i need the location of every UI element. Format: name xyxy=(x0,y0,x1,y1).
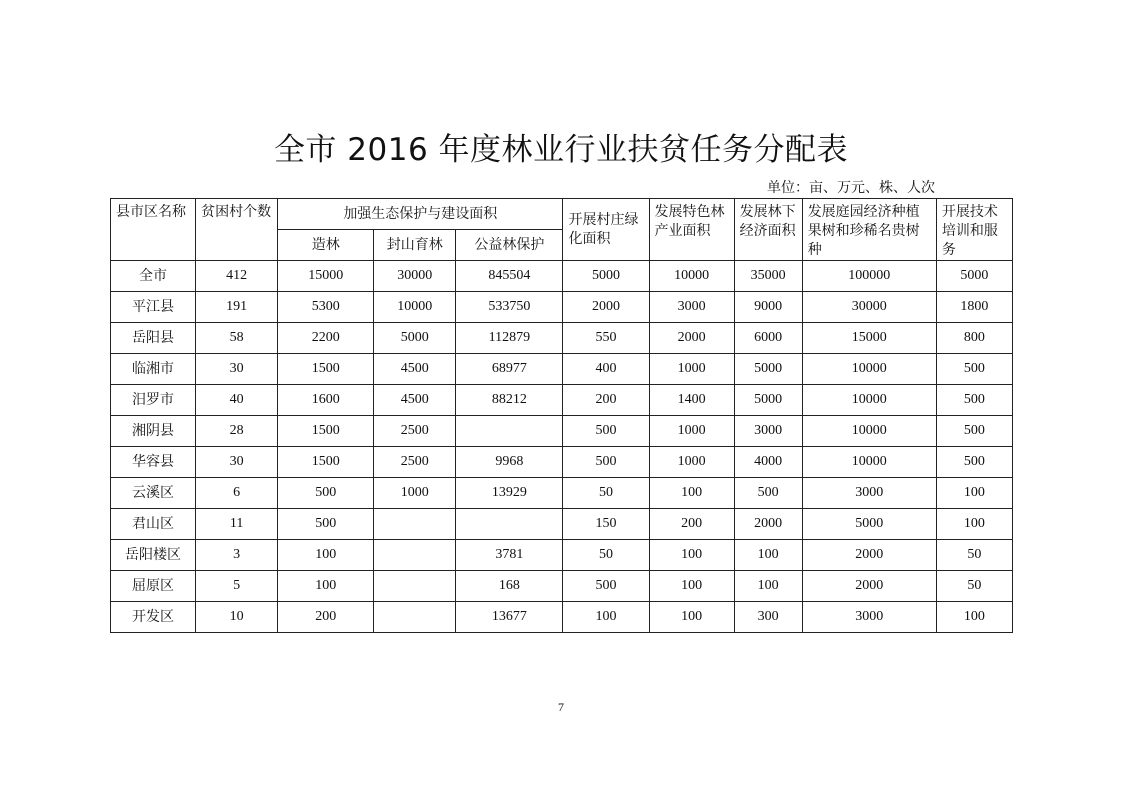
courtyard-cell: 30000 xyxy=(802,292,936,323)
public-forest-cell: 168 xyxy=(456,571,563,602)
village-green-cell: 550 xyxy=(563,323,649,354)
afforest-cell: 100 xyxy=(278,540,374,571)
understory-cell: 300 xyxy=(734,602,802,633)
county-cell: 开发区 xyxy=(111,602,196,633)
header-village-green: 开展村庄绿化面积 xyxy=(563,199,649,261)
table-row xyxy=(111,292,1013,323)
villages-cell: 5 xyxy=(196,571,278,602)
afforest-cell: 5300 xyxy=(278,292,374,323)
public-forest-cell: 112879 xyxy=(456,323,563,354)
training-cell: 50 xyxy=(936,540,1012,571)
courtyard-cell: 10000 xyxy=(802,354,936,385)
village-green-cell: 2000 xyxy=(563,292,649,323)
village-green-cell: 150 xyxy=(563,509,649,540)
header-understory: 发展林下经济面积 xyxy=(734,199,802,261)
afforest-cell: 500 xyxy=(278,509,374,540)
villages-cell: 30 xyxy=(196,447,278,478)
table-row xyxy=(111,602,1013,633)
page-number: 7 xyxy=(558,700,564,714)
county-cell: 岳阳县 xyxy=(111,323,196,354)
closed-forest-cell: 2500 xyxy=(374,416,456,447)
training-cell: 100 xyxy=(936,602,1012,633)
training-cell: 100 xyxy=(936,478,1012,509)
header-afforest: 造林 xyxy=(278,230,374,261)
understory-cell: 100 xyxy=(734,540,802,571)
afforest-cell: 1500 xyxy=(278,354,374,385)
understory-cell: 5000 xyxy=(734,354,802,385)
county-cell: 屈原区 xyxy=(111,571,196,602)
village-green-cell: 400 xyxy=(563,354,649,385)
understory-cell: 3000 xyxy=(734,416,802,447)
public-forest-cell: 9968 xyxy=(456,447,563,478)
courtyard-cell: 100000 xyxy=(802,261,936,292)
closed-forest-cell: 5000 xyxy=(374,323,456,354)
courtyard-cell: 5000 xyxy=(802,509,936,540)
special-forest-cell: 200 xyxy=(649,509,734,540)
villages-cell: 412 xyxy=(196,261,278,292)
village-green-cell: 200 xyxy=(563,385,649,416)
courtyard-cell: 15000 xyxy=(802,323,936,354)
afforest-cell: 500 xyxy=(278,478,374,509)
public-forest-cell: 13677 xyxy=(456,602,563,633)
villages-cell: 10 xyxy=(196,602,278,633)
courtyard-cell: 10000 xyxy=(802,416,936,447)
villages-cell: 6 xyxy=(196,478,278,509)
header-public-forest: 公益林保护 xyxy=(456,230,563,261)
afforest-cell: 1500 xyxy=(278,447,374,478)
villages-cell: 40 xyxy=(196,385,278,416)
table-row xyxy=(111,261,1013,292)
table-row xyxy=(111,571,1013,602)
village-green-cell: 500 xyxy=(563,447,649,478)
header-courtyard: 发展庭园经济种植果树和珍稀名贵树种 xyxy=(802,199,936,261)
public-forest-cell xyxy=(456,509,563,540)
county-cell: 平江县 xyxy=(111,292,196,323)
village-green-cell: 5000 xyxy=(563,261,649,292)
special-forest-cell: 1000 xyxy=(649,354,734,385)
understory-cell: 2000 xyxy=(734,509,802,540)
closed-forest-cell xyxy=(374,540,456,571)
special-forest-cell: 100 xyxy=(649,540,734,571)
training-cell: 500 xyxy=(936,447,1012,478)
villages-cell: 28 xyxy=(196,416,278,447)
special-forest-cell: 10000 xyxy=(649,261,734,292)
closed-forest-cell xyxy=(374,602,456,633)
training-cell: 800 xyxy=(936,323,1012,354)
training-cell: 1800 xyxy=(936,292,1012,323)
table-row xyxy=(111,416,1013,447)
training-cell: 100 xyxy=(936,509,1012,540)
training-cell: 500 xyxy=(936,385,1012,416)
county-cell: 汨罗市 xyxy=(111,385,196,416)
county-cell: 岳阳楼区 xyxy=(111,540,196,571)
table-row xyxy=(111,447,1013,478)
special-forest-cell: 100 xyxy=(649,602,734,633)
special-forest-cell: 1000 xyxy=(649,447,734,478)
villages-cell: 191 xyxy=(196,292,278,323)
closed-forest-cell xyxy=(374,509,456,540)
public-forest-cell: 3781 xyxy=(456,540,563,571)
closed-forest-cell: 10000 xyxy=(374,292,456,323)
afforest-cell: 15000 xyxy=(278,261,374,292)
header-training: 开展技术培训和服务 xyxy=(936,199,1012,261)
afforest-cell: 1500 xyxy=(278,416,374,447)
special-forest-cell: 1400 xyxy=(649,385,734,416)
courtyard-cell: 10000 xyxy=(802,385,936,416)
courtyard-cell: 3000 xyxy=(802,478,936,509)
county-cell: 君山区 xyxy=(111,509,196,540)
understory-cell: 100 xyxy=(734,571,802,602)
special-forest-cell: 2000 xyxy=(649,323,734,354)
county-cell: 湘阴县 xyxy=(111,416,196,447)
training-cell: 500 xyxy=(936,354,1012,385)
public-forest-cell xyxy=(456,416,563,447)
public-forest-cell: 88212 xyxy=(456,385,563,416)
table-header-row xyxy=(111,199,1013,230)
closed-forest-cell: 2500 xyxy=(374,447,456,478)
villages-cell: 11 xyxy=(196,509,278,540)
training-cell: 5000 xyxy=(936,261,1012,292)
closed-forest-cell: 4500 xyxy=(374,354,456,385)
public-forest-cell: 13929 xyxy=(456,478,563,509)
special-forest-cell: 3000 xyxy=(649,292,734,323)
special-forest-cell: 1000 xyxy=(649,416,734,447)
header-special-forest: 发展特色林产业面积 xyxy=(649,199,734,261)
table-row xyxy=(111,540,1013,571)
villages-cell: 58 xyxy=(196,323,278,354)
closed-forest-cell: 30000 xyxy=(374,261,456,292)
village-green-cell: 500 xyxy=(563,571,649,602)
understory-cell: 500 xyxy=(734,478,802,509)
afforest-cell: 2200 xyxy=(278,323,374,354)
table-row xyxy=(111,323,1013,354)
header-eco-group: 加强生态保护与建设面积 xyxy=(278,199,563,230)
table-row xyxy=(111,385,1013,416)
villages-cell: 3 xyxy=(196,540,278,571)
public-forest-cell: 845504 xyxy=(456,261,563,292)
closed-forest-cell: 1000 xyxy=(374,478,456,509)
table-row xyxy=(111,478,1013,509)
table-row xyxy=(111,509,1013,540)
training-cell: 500 xyxy=(936,416,1012,447)
header-closed-forest: 封山育林 xyxy=(374,230,456,261)
village-green-cell: 50 xyxy=(563,540,649,571)
closed-forest-cell: 4500 xyxy=(374,385,456,416)
allocation-table xyxy=(110,198,1013,633)
village-green-cell: 50 xyxy=(563,478,649,509)
county-cell: 云溪区 xyxy=(111,478,196,509)
courtyard-cell: 3000 xyxy=(802,602,936,633)
understory-cell: 5000 xyxy=(734,385,802,416)
training-cell: 50 xyxy=(936,571,1012,602)
courtyard-cell: 10000 xyxy=(802,447,936,478)
village-green-cell: 500 xyxy=(563,416,649,447)
public-forest-cell: 533750 xyxy=(456,292,563,323)
villages-cell: 30 xyxy=(196,354,278,385)
understory-cell: 6000 xyxy=(734,323,802,354)
page-title: 全市 2016 年度林业行业扶贫任务分配表 xyxy=(273,132,849,168)
courtyard-cell: 2000 xyxy=(802,571,936,602)
understory-cell: 9000 xyxy=(734,292,802,323)
understory-cell: 35000 xyxy=(734,261,802,292)
closed-forest-cell xyxy=(374,571,456,602)
village-green-cell: 100 xyxy=(563,602,649,633)
special-forest-cell: 100 xyxy=(649,478,734,509)
unit-note: 单位：亩、万元、株、人次 xyxy=(767,180,935,196)
county-cell: 华容县 xyxy=(111,447,196,478)
special-forest-cell: 100 xyxy=(649,571,734,602)
afforest-cell: 200 xyxy=(278,602,374,633)
table-row xyxy=(111,354,1013,385)
afforest-cell: 1600 xyxy=(278,385,374,416)
understory-cell: 4000 xyxy=(734,447,802,478)
header-county: 县市区名称 xyxy=(111,199,196,261)
county-cell: 全市 xyxy=(111,261,196,292)
courtyard-cell: 2000 xyxy=(802,540,936,571)
afforest-cell: 100 xyxy=(278,571,374,602)
public-forest-cell: 68977 xyxy=(456,354,563,385)
county-cell: 临湘市 xyxy=(111,354,196,385)
header-villages: 贫困村个数 xyxy=(196,199,278,261)
